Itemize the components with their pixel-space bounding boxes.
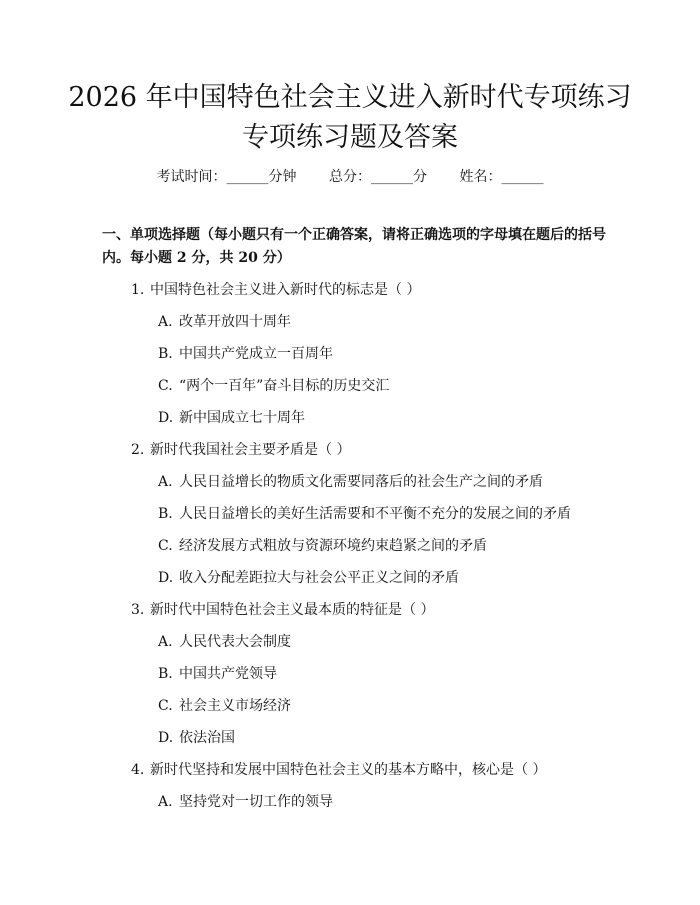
question-text: 新时代我国社会主要矛盾是（ ） — [150, 442, 351, 458]
name-field: 姓名：______ — [459, 169, 544, 185]
exam-time-field: 考试时间：______分钟 — [156, 169, 297, 185]
option-letter: B. — [158, 506, 173, 522]
question-number: 2. — [131, 442, 145, 458]
question-text: 新时代坚持和发展中国特色社会主义的基本方略中，核心是（ ） — [150, 762, 547, 778]
option-letter: A. — [158, 634, 173, 650]
option-text: 改革开放四十周年 — [179, 314, 291, 330]
option-2b — [158, 503, 571, 525]
option-letter: D. — [158, 570, 174, 586]
option-letter: C. — [158, 378, 173, 394]
option-text: 人民代表大会制度 — [179, 634, 291, 650]
option-letter: A. — [158, 794, 173, 810]
option-text: 坚持党对一切工作的领导 — [179, 794, 333, 810]
option-text: “两个一百年”奋斗目标的历史交汇 — [179, 378, 390, 394]
option-letter: C. — [158, 538, 173, 554]
option-text: 人民日益增长的美好生活需要和不平衡不充分的发展之间的矛盾 — [179, 506, 571, 522]
option-letter: A. — [158, 474, 173, 490]
option-text: 中国共产党成立一百周年 — [179, 346, 333, 362]
option-text: 经济发展方式粗放与资源环境约束趋紧之间的矛盾 — [179, 538, 487, 554]
option-letter: B. — [158, 666, 173, 682]
option-2d — [158, 567, 459, 589]
section-header: 一、单项选择题（每小题只有一个正确答案，请将正确选项的字母填在题后的括号内。每小题 2 分，共 20 分） — [102, 227, 606, 266]
question-4 — [131, 759, 546, 781]
option-3c — [158, 695, 291, 717]
total-score-field: 总分：______分 — [329, 169, 427, 185]
option-4a — [158, 791, 333, 813]
question-number: 3. — [131, 602, 145, 618]
option-1b — [158, 343, 333, 365]
option-letter: B. — [158, 346, 173, 362]
question-text: 中国特色社会主义进入新时代的标志是（ ） — [150, 282, 421, 298]
question-number: 1. — [131, 282, 145, 298]
option-3b — [158, 663, 277, 685]
option-text: 中国共产党领导 — [179, 666, 277, 682]
option-text: 收入分配差距拉大与社会公平正义之间的矛盾 — [179, 570, 459, 586]
option-2c — [158, 535, 487, 557]
option-text: 人民日益增长的物质文化需要同落后的社会生产之间的矛盾 — [179, 474, 543, 490]
question-text: 新时代中国特色社会主义最本质的特征是（ ） — [150, 602, 435, 618]
document-title: 2026 年中国特色社会主义进入新时代专项练习专项练习题及答案 — [68, 82, 632, 153]
option-3a — [158, 631, 291, 653]
option-1c — [158, 375, 389, 397]
option-letter: D. — [158, 410, 174, 426]
question-number: 4. — [131, 762, 145, 778]
option-letter: C. — [158, 698, 173, 714]
question-1 — [131, 279, 420, 301]
option-1d — [158, 407, 305, 429]
option-letter: D. — [158, 730, 174, 746]
question-2 — [131, 439, 350, 461]
option-letter: A. — [158, 314, 173, 330]
option-text: 新中国成立七十周年 — [179, 410, 305, 426]
question-3 — [131, 599, 434, 621]
exam-info-line — [0, 166, 700, 188]
option-3d — [158, 727, 235, 749]
option-text: 社会主义市场经济 — [179, 698, 291, 714]
option-1a — [158, 311, 291, 333]
option-2a — [158, 471, 543, 493]
option-text: 依法治国 — [179, 730, 235, 746]
